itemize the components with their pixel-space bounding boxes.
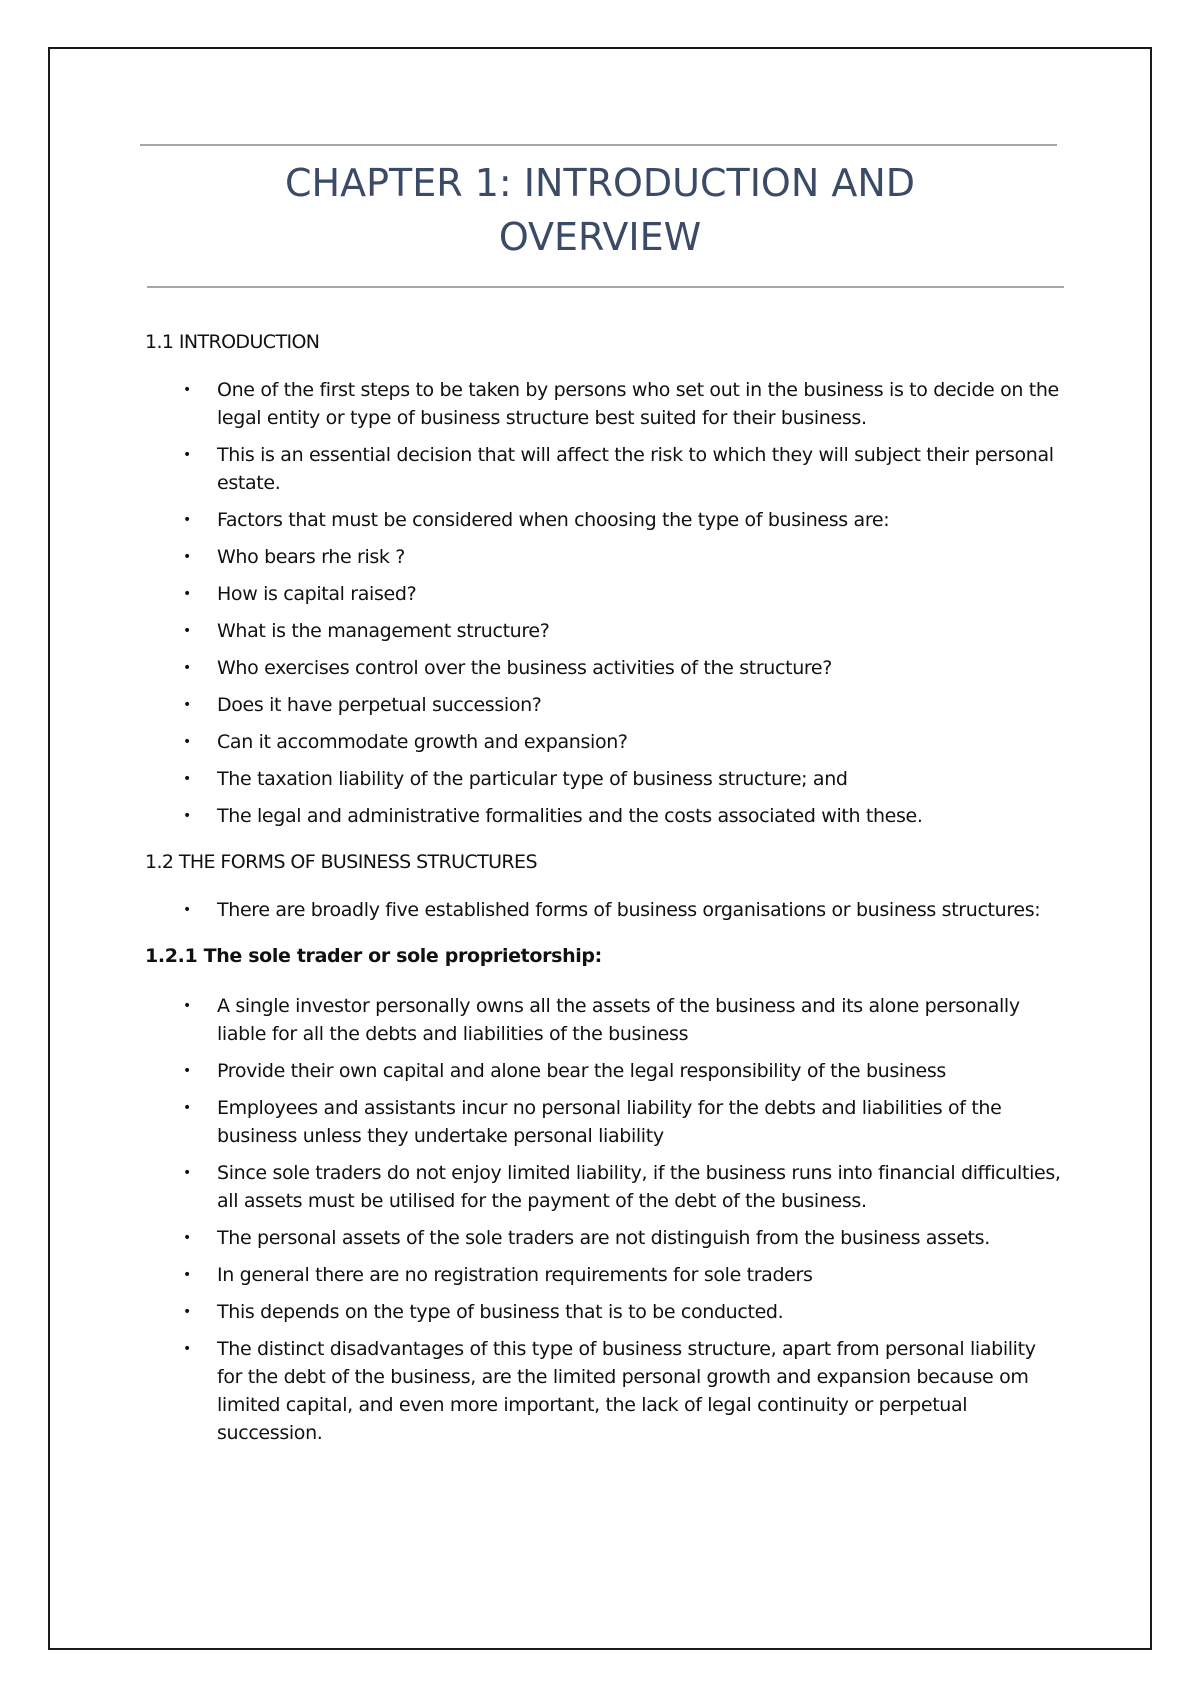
- subsection-heading: 1.2.1 The sole trader or sole proprietorship:: [145, 945, 602, 967]
- bullet-icon: •: [183, 771, 191, 787]
- list-item: [145, 617, 1065, 645]
- bullet-list: [145, 992, 1065, 1447]
- list-item-text: In general there are no registration requirements for sole traders: [217, 1264, 813, 1286]
- document-body: [145, 328, 1065, 1465]
- bullet-icon: •: [183, 1165, 191, 1181]
- section-introduction: [145, 328, 1065, 830]
- list-item: [145, 441, 1065, 497]
- list-item: [145, 1298, 1065, 1326]
- bullet-icon: •: [183, 1304, 191, 1320]
- bullet-icon: •: [183, 1341, 191, 1357]
- list-item-text: The taxation liability of the particular type of business structure; and: [217, 768, 848, 790]
- list-item: [145, 765, 1065, 793]
- list-item: [145, 580, 1065, 608]
- bullet-list: [145, 376, 1065, 830]
- list-item: [145, 1224, 1065, 1252]
- list-item: [145, 1094, 1065, 1150]
- list-item: [145, 543, 1065, 571]
- list-item-text: The legal and administrative formalities and the costs associated with these.: [217, 805, 923, 827]
- bullet-icon: •: [183, 447, 191, 463]
- list-item-text: One of the first steps to be taken by persons who set out in the business is to decide on the legal entity or type of business structure best suited for their business.: [217, 379, 1059, 429]
- list-item: [145, 1159, 1065, 1215]
- list-item-text: Factors that must be considered when choosing the type of business are:: [217, 509, 890, 531]
- bullet-icon: •: [183, 1100, 191, 1116]
- bullet-icon: •: [183, 549, 191, 565]
- list-item: [145, 1057, 1065, 1085]
- list-item: [145, 896, 1065, 924]
- bullet-icon: •: [183, 382, 191, 398]
- list-item-text: The personal assets of the sole traders are not distinguish from the business assets.: [217, 1227, 990, 1249]
- bullet-icon: •: [183, 623, 191, 639]
- bullet-icon: •: [183, 998, 191, 1014]
- list-item-text: There are broadly five established forms of business organisations or business structures:: [217, 899, 1041, 921]
- list-item: [145, 992, 1065, 1048]
- list-item: [145, 654, 1065, 682]
- bullet-icon: •: [183, 1230, 191, 1246]
- list-item: [145, 728, 1065, 756]
- bullet-icon: •: [183, 697, 191, 713]
- list-item: [145, 1261, 1065, 1289]
- list-item-text: Employees and assistants incur no personal liability for the debts and liabilities of the business unless they undertake personal liability: [217, 1097, 1002, 1147]
- bullet-icon: •: [183, 512, 191, 528]
- list-item-text: What is the management structure?: [217, 620, 550, 642]
- bullet-list: [145, 896, 1065, 924]
- section-heading: 1.1 INTRODUCTION: [145, 331, 320, 353]
- chapter-title: CHAPTER 1: INTRODUCTION AND OVERVIEW: [284, 161, 916, 259]
- list-item-text: This depends on the type of business that is to be conducted.: [217, 1301, 784, 1323]
- list-item-text: Can it accommodate growth and expansion?: [217, 731, 628, 753]
- bullet-icon: •: [183, 902, 191, 918]
- bullet-icon: •: [183, 660, 191, 676]
- bullet-icon: •: [183, 1063, 191, 1079]
- list-item-text: This is an essential decision that will affect the risk to which they will subject their personal estate.: [217, 444, 1054, 494]
- bullet-icon: •: [183, 586, 191, 602]
- list-item: [145, 376, 1065, 432]
- title-rule-top: [140, 144, 1057, 146]
- section-forms-of-business: [145, 848, 1065, 924]
- list-item: [145, 506, 1065, 534]
- list-item-text: A single investor personally owns all the assets of the business and its alone personally liable for all the debts and liabilities of the business: [217, 995, 1020, 1045]
- list-item-text: The distinct disadvantages of this type of business structure, apart from personal liability for the debt of the business, are the limited personal growth and expansion because om limited capital, and even more important, the lack of legal continuity or perpetual succession.: [217, 1338, 1036, 1444]
- bullet-icon: •: [183, 1267, 191, 1283]
- bullet-icon: •: [183, 808, 191, 824]
- list-item-text: How is capital raised?: [217, 583, 417, 605]
- bullet-icon: •: [183, 734, 191, 750]
- title-rule-bottom: [147, 286, 1064, 288]
- list-item-text: Since sole traders do not enjoy limited liability, if the business runs into financial difficulties, all assets must be utilised for the payment of the debt of the business.: [217, 1162, 1061, 1212]
- section-heading: 1.2 THE FORMS OF BUSINESS STRUCTURES: [145, 851, 537, 873]
- list-item-text: Does it have perpetual succession?: [217, 694, 542, 716]
- list-item: [145, 691, 1065, 719]
- list-item-text: Who exercises control over the business activities of the structure?: [217, 657, 833, 679]
- list-item-text: Provide their own capital and alone bear the legal responsibility of the business: [217, 1060, 946, 1082]
- list-item: [145, 1335, 1065, 1447]
- list-item-text: Who bears rhe risk ?: [217, 546, 406, 568]
- list-item: [145, 802, 1065, 830]
- section-sole-trader: [145, 942, 1065, 1447]
